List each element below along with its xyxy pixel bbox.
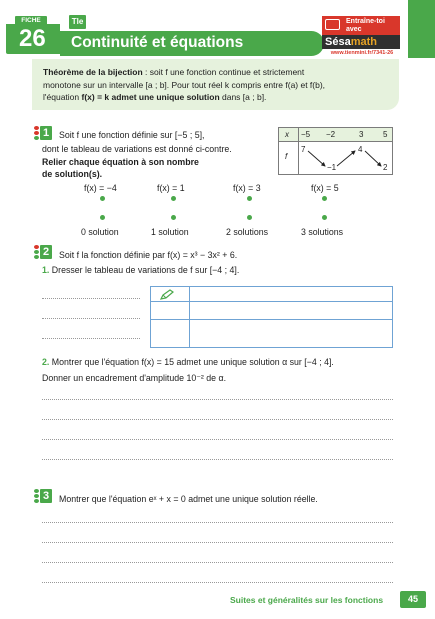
link-dot-eq3[interactable] <box>247 196 252 201</box>
ex2-q2a-text: Montrer que l'équation f(x) = 15 admet une unique solution α sur [−4 ; 4]. <box>49 357 334 367</box>
exercise-2-number <box>34 245 54 259</box>
screen-icon <box>325 19 340 30</box>
answer-line[interactable] <box>42 542 393 543</box>
ex2-intro: Soit f la fonction définie par f(x) = x³ − 3x² + 6. <box>59 250 238 260</box>
fiche-label: FICHE <box>15 16 47 25</box>
variation-answer-table[interactable] <box>150 286 393 348</box>
link-dot-eq1[interactable] <box>100 196 105 201</box>
theorem-line3b: f(x) = k admet une unique solution <box>81 92 220 102</box>
answer-line[interactable] <box>42 419 393 420</box>
sesamath-cta-text: Entraîne-toi avec <box>346 18 385 33</box>
link-dot-eq2[interactable] <box>171 196 176 201</box>
vt-x1: −2 <box>326 130 336 139</box>
ex2-q1 <box>42 264 239 276</box>
answer-line[interactable] <box>42 522 393 523</box>
theorem-line2: monotone sur un intervalle [a ; b]. Pour tout réel k compris entre f(a) et f(b), <box>43 79 326 90</box>
ex2-q1-num: 1. <box>42 265 50 275</box>
exercise-3-label: 3 <box>40 489 52 503</box>
vt-f3: 2 <box>383 163 388 172</box>
equation-1: f(x) = −4 <box>84 183 117 193</box>
equation-4: f(x) = 5 <box>311 183 339 193</box>
answer-line[interactable] <box>42 399 393 400</box>
vt-f2: 4 <box>358 145 363 154</box>
variation-arrows <box>279 128 392 174</box>
vt-x0: −5 <box>301 130 311 139</box>
vt-x-label: x <box>285 130 289 139</box>
exercise-1-number <box>34 126 54 140</box>
link-dot-ans2[interactable] <box>171 215 176 220</box>
sesamath-cta[interactable] <box>322 16 400 35</box>
answer-2: 1 solution <box>151 227 189 237</box>
answer-line[interactable] <box>42 298 140 299</box>
pencil-icon <box>160 289 174 300</box>
theorem-box <box>32 59 399 110</box>
answer-1: 0 solution <box>81 227 119 237</box>
exercise-3-number <box>34 489 54 503</box>
theorem-line1: : soit f une fonction continue et strictement <box>142 67 305 77</box>
sesamath-box[interactable] <box>322 16 406 60</box>
answer-line[interactable] <box>42 338 140 339</box>
answer-line[interactable] <box>42 582 393 583</box>
answer-4: 3 solutions <box>301 227 344 237</box>
corner-green-tab <box>408 0 435 58</box>
sesamath-logo <box>322 35 400 49</box>
link-dot-eq4[interactable] <box>322 196 327 201</box>
sesamath-logo-b: math <box>350 36 377 48</box>
ex2-q1-text: Dresser le tableau de variations de f sur [−4 ; 4]. <box>49 265 240 275</box>
answer-line[interactable] <box>42 318 140 319</box>
level-badge: Tle <box>69 15 86 29</box>
ex3-text: Montrer que l'équation eˣ + x = 0 admet une unique solution réelle. <box>59 494 318 504</box>
link-dot-ans3[interactable] <box>247 215 252 220</box>
page-number: 45 <box>400 591 426 608</box>
theorem-line3a: l'équation <box>43 92 82 102</box>
vt-f0: 7 <box>301 145 306 154</box>
exercise-2-label: 2 <box>40 245 52 259</box>
answer-line[interactable] <box>42 439 393 440</box>
link-dot-ans1[interactable] <box>100 215 105 220</box>
sesamath-logo-a: Sésa <box>325 36 351 48</box>
answer-3: 2 solutions <box>226 227 269 237</box>
equation-2: f(x) = 1 <box>157 183 185 193</box>
exercise-1-label: 1 <box>40 126 52 140</box>
ex2-q2b: Donner un encadrement d'amplitude 10⁻² de α. <box>42 373 227 383</box>
link-dot-ans4[interactable] <box>322 215 327 220</box>
ex1-line3: Relier chaque équation à son nombre <box>42 157 199 167</box>
vt-f1: −1 <box>327 163 337 172</box>
sesamath-url[interactable]: www.tienmini.fr/7341-26 <box>330 50 394 56</box>
vt-x3: 5 <box>383 130 388 139</box>
ex1-line1: Soit f une fonction définie sur [−5 ; 5], <box>59 130 205 140</box>
fiche-number: 26 <box>6 24 60 54</box>
ex1-line2: dont le tableau de variations est donné ci-contre. <box>42 144 232 154</box>
footer-chapter: Suites et généralités sur les fonctions <box>230 595 384 605</box>
equation-3: f(x) = 3 <box>233 183 261 193</box>
vt-x2: 3 <box>359 130 364 139</box>
vt-f-label: f <box>285 152 288 161</box>
ex2-q2-num: 2. <box>42 357 50 367</box>
page-title: Continuité et équations <box>71 34 244 51</box>
theorem-line3c: dans [a ; b]. <box>219 92 267 102</box>
ex1-line4: de solution(s). <box>42 169 103 179</box>
answer-line[interactable] <box>42 562 393 563</box>
answer-line[interactable] <box>42 459 393 460</box>
ex2-q2a <box>42 356 334 368</box>
variation-table <box>278 127 393 175</box>
theorem-label: Théorème de la bijection <box>43 67 143 77</box>
